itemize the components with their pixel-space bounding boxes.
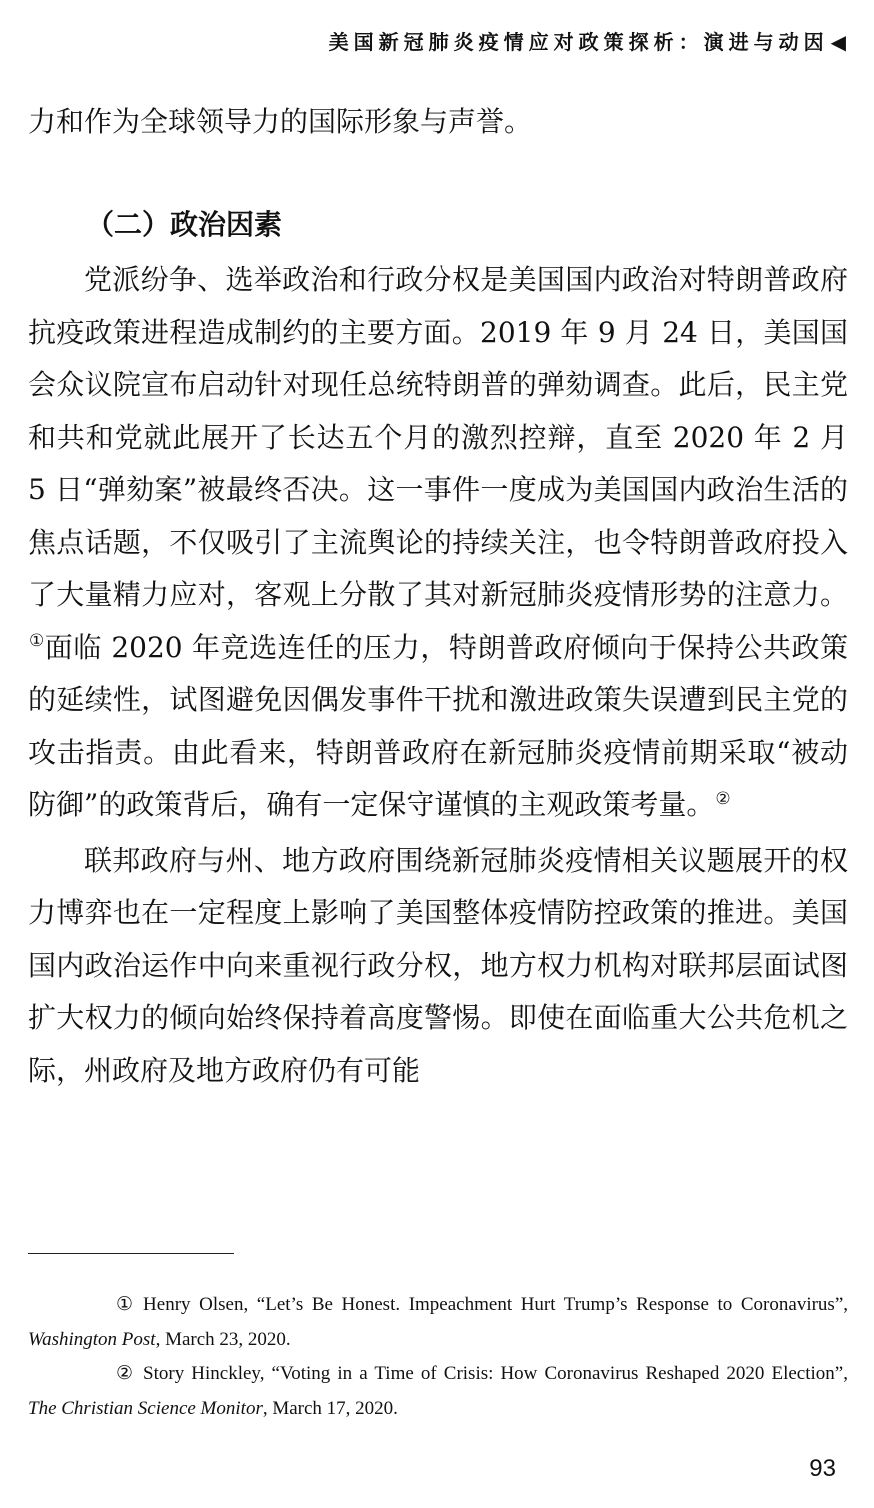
footnotes [28,1288,848,1426]
footnote-1-citation: Henry Olsen, “Let’s Be Honest. Impeachment Hurt Trump’s Response to Coronavirus”, [143,1294,848,1315]
footnote-2-mark: ② [116,1363,134,1384]
section-body [28,254,848,1097]
footnote-2-date: , March 17, 2020. [262,1397,398,1419]
footnote-divider [28,1253,234,1254]
footnote-2 [28,1357,848,1426]
continued-text [28,96,848,149]
paragraph-2: 联邦政府与州、地方政府围绕新冠肺炎疫情相关议题展开的权力博弈也在一定程度上影响了美国整体疫情防控政策的推进。美国国内政治运作中向来重视行政分权，地方权力机构对联邦层面试图扩大权力的倾向始终保持着高度警惕。即使在面临重大公共危机之际，州政府及地方政府仍有可能 [28,843,848,1087]
running-header-marker: ◀ [830,30,846,54]
footnote-ref-1[interactable]: ① [29,631,45,652]
footnote-1-mark: ① [116,1294,134,1315]
footnote-1-source: Washington Post [28,1328,156,1350]
running-header-title: 美国新冠肺炎疫情应对政策探析：演进与动因 [328,30,829,54]
running-header [329,26,846,55]
footnote-2-source: The Christian Science Monitor [28,1397,263,1419]
footnote-2-citation: Story Hinckley, “Voting in a Time of Crisis: How Coronavirus Reshaped 2020 Election”, [143,1363,848,1384]
footnote-1-date: , March 23, 2020. [155,1328,291,1350]
page-number: 93 [809,1455,836,1482]
paragraph-1-text-a: 党派纷争、选举政治和行政分权是美国国内政治对特朗普政府抗疫政策进程造成制约的主要方面。2019 年 9 月 24 日，美国国会众议院宣布启动针对现任总统特朗普的弹劾调查。此后，民主党和共和党就此展开了长达五个月的激烈控辩，直至 2020 年 2 月 5 日“弹劾案”被最终否决。这一事件一度成为美国国内政治生活的焦点话题，不仅吸引了主流舆论的持续关注，也令特朗普政府投入了大量精力应对，客观上分散了其对新冠肺炎疫情形势的注意力。 [28,263,848,611]
continuation-line: 力和作为全球领导力的国际形象与声誉。 [28,105,533,138]
footnote-1 [28,1288,848,1357]
paragraph-1 [28,254,848,832]
paragraph-1-text-b: 面临 2020 年竞选连任的压力，特朗普政府倾向于保持公共政策的延续性，试图避免因偶发事件干扰和激进政策失误遭到民主党的攻击指责。由此看来，特朗普政府在新冠肺炎疫情前期采取“被动防御”的政策背后，确有一定保守谨慎的主观政策考量。 [28,630,849,821]
footnote-ref-2[interactable]: ② [715,788,731,809]
section-heading: （二）政治因素 [86,208,283,241]
